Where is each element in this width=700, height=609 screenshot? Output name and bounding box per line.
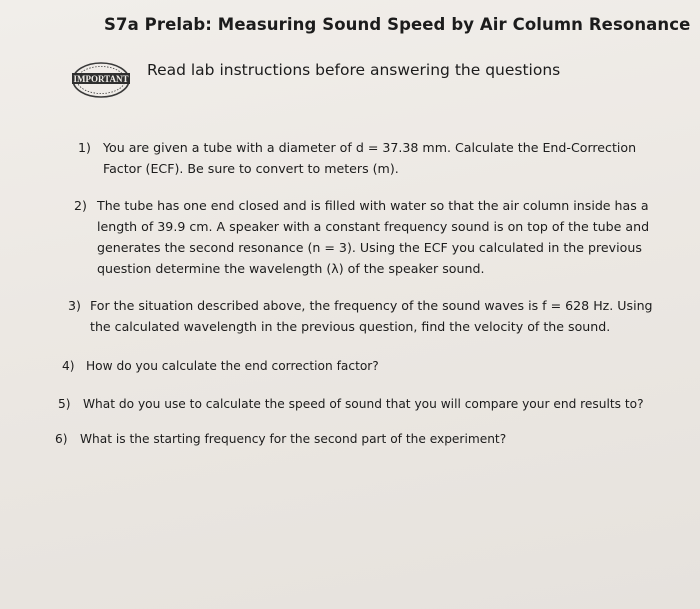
- question-text-line: What is the starting frequency for the second part of the experiment?: [80, 432, 507, 446]
- question-number: 5): [58, 397, 71, 411]
- question-text-line: You are given a tube with a diameter of d = 37.38 mm. Calculate the End-Correction: [103, 140, 637, 155]
- question-4: [62, 356, 662, 378]
- question-text-line: question determine the wavelength (λ) of the speaker sound.: [97, 261, 485, 276]
- question-text-line: the calculated wavelength in the previous question, find the velocity of the sound.: [90, 319, 611, 334]
- question-number: 6): [55, 432, 68, 446]
- question-number: 2): [74, 198, 87, 213]
- question-text-line: Factor (ECF). Be sure to convert to meters (m).: [103, 161, 399, 176]
- important-stamp-icon: [70, 60, 132, 100]
- question-text-line: length of 39.9 cm. A speaker with a constant frequency sound is on top of the tube and: [97, 219, 650, 234]
- question-number: 3): [68, 298, 81, 313]
- page-title: S7a Prelab: Measuring Sound Speed by Air Column Resonance: [104, 15, 691, 34]
- question-number: 4): [62, 359, 75, 373]
- question-6: [55, 429, 655, 451]
- question-text-line: generates the second resonance (n = 3). Using the ECF you calculated in the previous: [97, 240, 642, 255]
- question-5: [58, 394, 678, 416]
- svg-text:IMPORTANT: IMPORTANT: [73, 74, 129, 84]
- question-text-line: How do you calculate the end correction factor?: [86, 359, 379, 373]
- question-text-line: The tube has one end closed and is filled with water so that the air column inside has a: [97, 198, 649, 213]
- question-2: [74, 195, 684, 281]
- question-text-line: What do you use to calculate the speed of sound that you will compare your end results to?: [83, 397, 644, 411]
- instructions-note: Read lab instructions before answering the questions: [147, 61, 561, 79]
- question-3: [68, 295, 688, 339]
- question-1: [78, 137, 678, 181]
- question-number: 1): [78, 140, 91, 155]
- question-text-line: For the situation described above, the frequency of the sound waves is f = 628 Hz. Using: [90, 298, 653, 313]
